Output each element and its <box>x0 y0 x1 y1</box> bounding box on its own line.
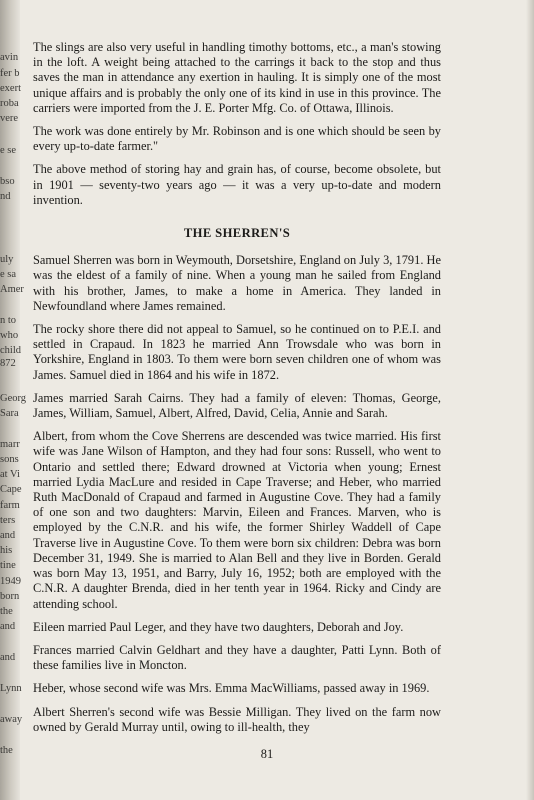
paragraph: The slings are also very useful in handling timothy bottoms, etc., a man's stowing in the loft. A weight being attached to the carrings it back to the stop and thus saves the man in attendance any exertion in hauling. It is simply one of the most unique affairs and is probably the only one of its kind in use in this province. The carriers were imported from the J. E. Porter Mfg. Co. of Ottawa, Illinois. <box>33 40 441 115</box>
gutter-fragment: the <box>0 745 13 756</box>
paragraph: The above method of storing hay and grain has, of course, become obsolete, but in 1901 — seventy-two years ago — it was a very up-to-date and modern invention. <box>33 162 441 207</box>
page-edge-shadow <box>526 0 534 800</box>
gutter-fragment: marr <box>0 439 20 450</box>
paragraph: Samuel Sherren was born in Weymouth, Dorsetshire, England on July 3, 1791. He was the eldest of a family of nine. When a young man he sailed from England with his brother, James, to make a home in America. They landed in Newfoundland where James remained. <box>33 253 441 313</box>
gutter-fragment: sons <box>0 454 19 465</box>
gutter-fragment: ters <box>0 515 16 526</box>
gutter-fragment: exert <box>0 83 21 94</box>
gutter-fragment: Cape <box>0 484 22 495</box>
gutter-fragment: e sa <box>0 269 17 280</box>
gutter-fragment: and <box>0 621 16 632</box>
gutter-fragment: farm <box>0 500 20 511</box>
gutter-fragment: Amer <box>0 284 24 295</box>
binding-gutter <box>0 0 27 800</box>
gutter-fragment: child <box>0 345 21 356</box>
gutter-fragment: born <box>0 591 20 602</box>
gutter-fragment: roba <box>0 98 19 109</box>
gutter-fragment: his <box>0 545 13 556</box>
gutter-fragment: Sara <box>0 408 19 419</box>
paragraph: Heber, whose second wife was Mrs. Emma MacWilliams, passed away in 1969. <box>33 681 430 696</box>
gutter-fragment: Lynn <box>0 683 22 694</box>
page-number: 81 <box>260 747 274 761</box>
paragraph: Albert, from whom the Cove Sherrens are descended was twice married. His first wife was Jane Wilson of Hampton, and they had four sons: Russell, who went to Ontario and settled there; Edward drowned at Victoria when young; Ernest married Lydia MacLure and resided in Cape Traverse; and Heber, who married Ruth MacDonald of Crapaud and farmed in Augustine Cove. They had a family of one son and two daughters: Marvin, Eileen and Frances. Marven, who is employed by the C.N.R. and his wife, the former Shirley Waddell of Cape Traverse live in Augustine Cove. To them were born six children: Debra was born December 31, 1949. She is married to Alan Bell and they live in Borden. Gerald was born May 13, 1951, and Barry, July 16, 1952; both are employed with the C.N.R. A daughter Brenda, died in her tenth year in 1964. Ricky and Cindy are attending school. <box>33 429 441 611</box>
paragraph: Frances married Calvin Geldhart and they have a daughter, Patti Lynn. Both of these families live in Moncton. <box>33 642 441 673</box>
gutter-fragment: at Vi <box>0 469 20 480</box>
gutter-fragment: the <box>0 606 13 617</box>
paragraph: James married Sarah Cairns. They had a family of eleven: Thomas, George, James, William, Samuel, Albert, Alfred, David, Celia, Annie and Sarah. <box>33 390 441 421</box>
section-heading: THE SHERREN'S <box>183 226 291 241</box>
gutter-fragment: 1949 <box>0 576 21 587</box>
gutter-fragment: tine <box>0 560 16 571</box>
gutter-fragment: and <box>0 652 16 663</box>
gutter-fragment: fer b <box>0 68 20 79</box>
gutter-fragment: e se <box>0 145 17 156</box>
paragraph: Eileen married Paul Leger, and they have two daughters, Deborah and Joy. <box>33 619 404 634</box>
gutter-fragment: uly <box>0 254 14 265</box>
gutter-fragment: who <box>0 330 19 341</box>
paragraph: Albert Sherren's second wife was Bessie Milligan. They lived on the farm now owned by Gerald Murray until, owing to ill-health, they <box>33 704 441 734</box>
gutter-fragment: nd <box>0 191 11 202</box>
paragraph: The work was done entirely by Mr. Robinson and is one which should be seen by every up-to-date farmer." <box>33 124 441 154</box>
gutter-fragment: avin <box>0 52 19 63</box>
gutter-fragment: 872 <box>0 358 16 369</box>
gutter-fragment: and <box>0 530 16 541</box>
body-text <box>33 40 441 743</box>
gutter-fragment: Georg <box>0 393 27 404</box>
paragraph: The rocky shore there did not appeal to Samuel, so he continued on to P.E.I. and settled in Crapaud. In 1823 he married Ann Trowsdale who was born in Yorkshire, England in 1803. To them were born seven children one of whom was James. Samuel died in 1864 and his wife in 1872. <box>33 322 441 382</box>
gutter-fragment: away <box>0 714 23 725</box>
gutter-fragment: vere <box>0 113 19 124</box>
gutter-fragment: bso <box>0 176 15 187</box>
gutter-fragment: n to <box>0 315 17 326</box>
